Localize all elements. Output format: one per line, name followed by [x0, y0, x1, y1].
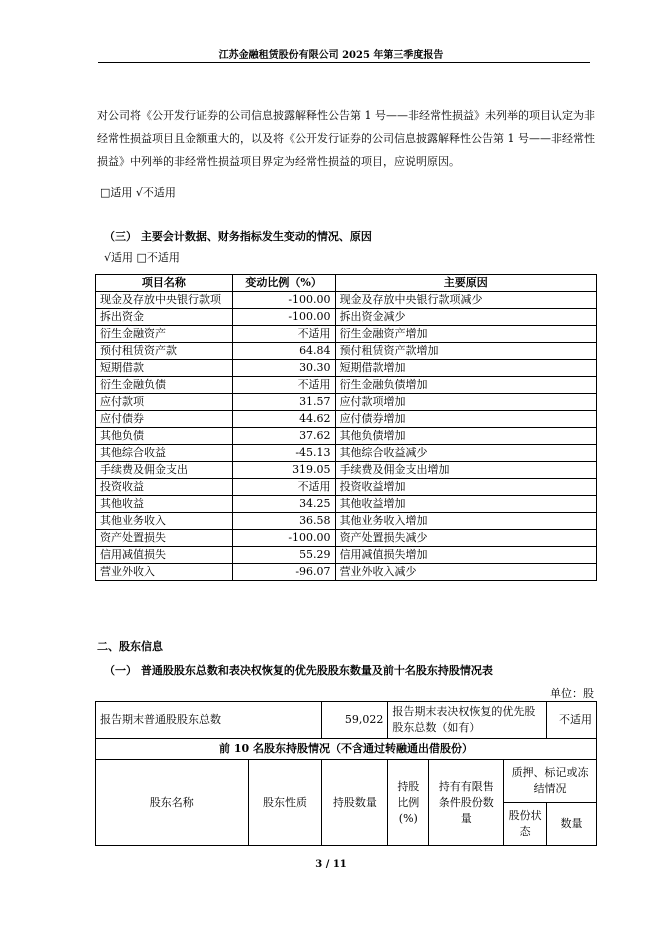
cell-reason: 手续费及佣金支出增加	[335, 462, 596, 479]
cell-ratio: 不适用	[232, 377, 335, 394]
cell-ratio: 31.57	[232, 394, 335, 411]
cell-ratio: 30.30	[232, 360, 335, 377]
table-row	[96, 462, 597, 479]
cell-ratio: 64.84	[232, 343, 335, 360]
table-row	[96, 496, 597, 513]
cell-item: 营业外收入	[96, 564, 233, 581]
cell-reason: 资产处置损失减少	[335, 530, 596, 547]
cell-reason: 衍生金融资产增加	[335, 326, 596, 343]
cell-ratio: 不适用	[232, 326, 335, 343]
section3-applicability: √适用 □不适用	[104, 251, 180, 264]
total-shareholders-label: 报告期末普通股股东总数	[96, 702, 322, 739]
cell-item: 现金及存放中央银行款项	[96, 292, 233, 309]
cell-reason: 预付租赁资产款增加	[335, 343, 596, 360]
cell-reason: 应付款项增加	[335, 394, 596, 411]
cell-item: 投资收益	[96, 479, 233, 496]
col-share-status: 股份状态	[504, 803, 547, 846]
cell-ratio: 34.25	[232, 496, 335, 513]
col-pledge-status: 质押、标记或冻结情况	[504, 760, 597, 803]
cell-reason: 拆出资金减少	[335, 309, 596, 326]
col-header-reason: 主要原因	[335, 275, 596, 292]
page-header-title: 江苏金融租赁股份有限公司 2025 年第三季度报告	[218, 50, 444, 61]
cell-item: 资产处置损失	[96, 530, 233, 547]
cell-item: 应付债券	[96, 411, 233, 428]
col-share-ratio: 持股比例(%)	[388, 760, 429, 846]
col-share-quantity: 持股数量	[322, 760, 388, 846]
cell-ratio: -100.00	[232, 309, 335, 326]
cell-reason: 信用减值损失增加	[335, 547, 596, 564]
cell-reason: 其他综合收益减少	[335, 445, 596, 462]
cell-ratio: 44.62	[232, 411, 335, 428]
table-row	[96, 292, 597, 309]
cell-ratio: -45.13	[232, 445, 335, 462]
changes-table	[95, 274, 597, 581]
table-row	[96, 343, 597, 360]
cell-ratio: 37.62	[232, 428, 335, 445]
cell-ratio: 319.05	[232, 462, 335, 479]
cell-item: 衍生金融资产	[96, 326, 233, 343]
cell-reason: 投资收益增加	[335, 479, 596, 496]
header-divider	[98, 62, 590, 63]
cell-reason: 其他负债增加	[335, 428, 596, 445]
cell-item: 信用减值损失	[96, 547, 233, 564]
shareholders-table	[95, 701, 597, 846]
cell-item: 衍生金融负债	[96, 377, 233, 394]
preferred-shareholders-value: 不适用	[547, 702, 597, 739]
cell-reason: 营业外收入减少	[335, 564, 596, 581]
cell-reason: 短期借款增加	[335, 360, 596, 377]
col-restricted-shares: 持有有限售条件股份数量	[429, 760, 504, 846]
table-row	[96, 360, 597, 377]
unit-label: 单位：股	[550, 687, 594, 700]
table-row	[96, 479, 597, 496]
cell-item: 应付款项	[96, 394, 233, 411]
col-shareholder-name: 股东名称	[96, 760, 249, 846]
shareholders-heading: 二、股东信息	[97, 640, 163, 653]
cell-item: 短期借款	[96, 360, 233, 377]
changes-table-header	[96, 275, 597, 292]
intro-applicability: □适用 √不适用	[100, 186, 176, 199]
cell-item: 其他负债	[96, 428, 233, 445]
cell-ratio: -96.07	[232, 564, 335, 581]
cell-reason: 现金及存放中央银行款项减少	[335, 292, 596, 309]
cell-ratio: -100.00	[232, 292, 335, 309]
shareholders-subheading: （一） 普通股股东总数和表决权恢复的优先股股东数量及前十名股东持股情况表	[104, 664, 493, 677]
preferred-shareholders-label: 报告期末表决权恢复的优先股股东总数（如有）	[388, 702, 547, 739]
table-row	[96, 377, 597, 394]
cell-ratio: 不适用	[232, 479, 335, 496]
cell-item: 其他综合收益	[96, 445, 233, 462]
table-row	[96, 326, 597, 343]
col-header-ratio: 变动比例（%）	[232, 275, 335, 292]
cell-reason: 其他业务收入增加	[335, 513, 596, 530]
cell-reason: 衍生金融负债增加	[335, 377, 596, 394]
table-row	[96, 428, 597, 445]
total-shareholders-value: 59,022	[322, 702, 388, 739]
cell-reason: 其他收益增加	[335, 496, 596, 513]
col-shareholder-nature: 股东性质	[248, 760, 322, 846]
cell-ratio: -100.00	[232, 530, 335, 547]
col-header-item: 项目名称	[96, 275, 233, 292]
cell-item: 其他业务收入	[96, 513, 233, 530]
page-number: 3 / 11	[315, 859, 347, 870]
table-row	[96, 309, 597, 326]
section3-heading: （三） 主要会计数据、财务指标发生变动的情况、原因	[104, 230, 372, 243]
table-row	[96, 564, 597, 581]
col-pledge-count: 数量	[547, 803, 597, 846]
table-row	[96, 513, 597, 530]
cell-item: 预付租赁资产款	[96, 343, 233, 360]
cell-ratio: 36.58	[232, 513, 335, 530]
cell-reason: 应付债券增加	[335, 411, 596, 428]
table-row	[96, 411, 597, 428]
table-row	[96, 394, 597, 411]
cell-item: 拆出资金	[96, 309, 233, 326]
top10-title: 前 10 名股东持股情况（不含通过转融通出借股份）	[96, 739, 597, 760]
cell-item: 其他收益	[96, 496, 233, 513]
table-row	[96, 530, 597, 547]
cell-item: 手续费及佣金支出	[96, 462, 233, 479]
cell-ratio: 55.29	[232, 547, 335, 564]
table-row	[96, 445, 597, 462]
intro-paragraph: 对公司将《公开发行证券的公司信息披露解释性公告第 1 号——非经常性损益》未列举的项目认定为非经常性损益项目且金额重大的，以及将《公开发行证券的公司信息披露解释性公告第 1 号——非经常性损益》中列举的非经常性损益项目界定为经常性损益的项目，应说明原因。	[97, 109, 595, 168]
table-row	[96, 547, 597, 564]
